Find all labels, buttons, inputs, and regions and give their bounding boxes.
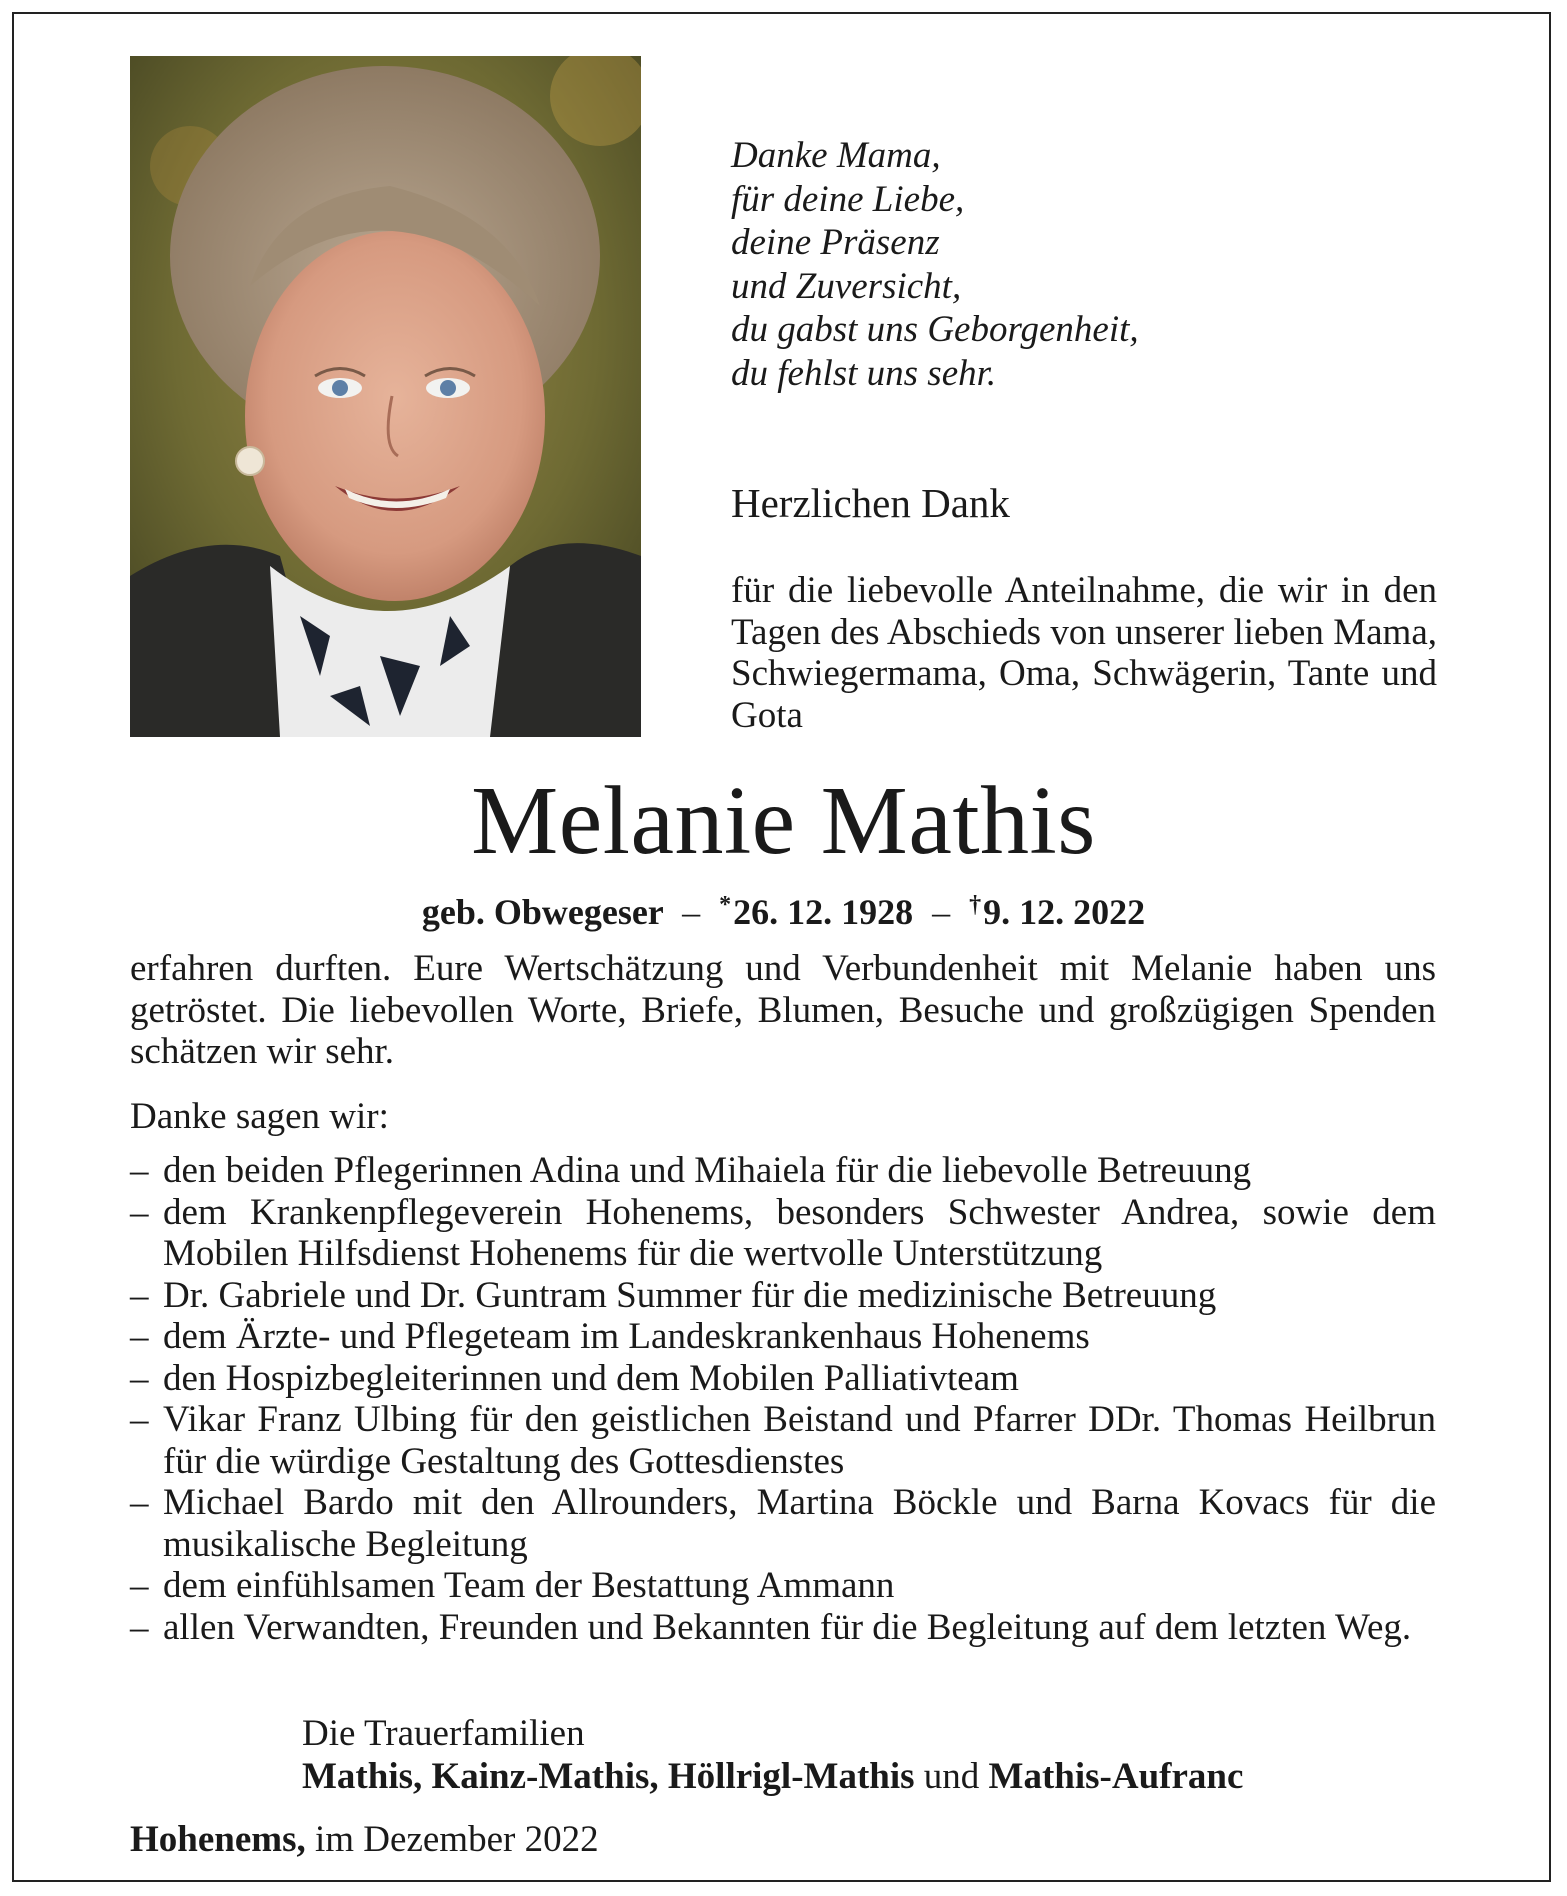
family-label: Die Trauerfamilien: [302, 1713, 585, 1754]
list-item: [130, 1316, 1436, 1358]
list-item: [130, 1358, 1436, 1400]
portrait-image: [130, 56, 641, 737]
thanks-intro: Danke sagen wir:: [130, 1096, 389, 1137]
thanks-list: [130, 1150, 1436, 1648]
poem-line: und Zuversicht,: [731, 265, 962, 307]
birth-date: 26. 12. 1928: [733, 892, 914, 932]
poem-line: Danke Mama,: [731, 135, 941, 176]
list-item-text: dem Krankenpflegeverein Hohenems, besonders Schwester Andrea, sowie dem Mobilen Hilfsdienst Hohenems für die wertvolle Unterstützung: [163, 1191, 1436, 1274]
list-dash: –: [130, 1399, 149, 1440]
life-dates: [0, 882, 1567, 935]
place-date: [130, 1818, 599, 1861]
list-dash: –: [130, 1274, 149, 1316]
list-dash: –: [130, 1357, 149, 1399]
list-item: [130, 1607, 1436, 1649]
family-names-main: Mathis, Kainz-Mathis, Höllrigl-Mathis: [302, 1756, 915, 1797]
birth-symbol: *: [719, 892, 732, 918]
list-item-text: dem Ärzte- und Pflegeteam im Landeskrankenhaus Hohenems: [163, 1316, 1090, 1357]
portrait-photo: [130, 56, 641, 737]
intro-text: für die liebevolle Anteilnahme, die wir in den Tagen des Abschieds von unserer lieben Mama, Schwiegermama, Oma, Schwägerin, Tante und Gota: [731, 570, 1437, 736]
poem: [731, 134, 1291, 395]
body-paragraph: erfahren durften. Eure Wertschätzung und Verbundenheit mit Melanie haben uns getröstet. Die liebevollen Worte, Briefe, Blumen, Besuche und großzügigen Spenden schätzen wir sehr.: [130, 948, 1436, 1072]
date-separator: –: [932, 892, 951, 932]
list-dash: –: [130, 1316, 149, 1357]
death-date: 9. 12. 2022: [983, 892, 1146, 932]
list-item: [130, 1275, 1436, 1317]
thanks-heading: Herzlichen Dank: [731, 480, 1010, 526]
place-city: Hohenems,: [130, 1819, 306, 1860]
deceased-name: Melanie Mathis: [471, 767, 1096, 875]
poem-line: du gabst uns Geborgenheit,: [731, 309, 1139, 350]
poem-line: deine Präsenz: [731, 222, 940, 263]
list-dash: –: [130, 1191, 149, 1233]
birth-name: geb. Obwegeser: [421, 892, 664, 932]
list-item: [130, 1192, 1436, 1275]
list-dash: –: [130, 1150, 149, 1191]
list-item-text: den beiden Pflegerinnen Adina und Mihaiela für die liebevolle Betreuung: [163, 1150, 1252, 1191]
list-item: [130, 1399, 1436, 1482]
family-names: [302, 1755, 1243, 1798]
death-symbol: †: [969, 892, 982, 918]
list-item: [130, 1565, 1436, 1607]
list-dash: –: [130, 1565, 149, 1606]
date-separator: –: [682, 892, 701, 932]
list-item-text: den Hospizbegleiterinnen und dem Mobilen Palliativteam: [163, 1357, 1019, 1399]
list-item: [130, 1482, 1436, 1565]
family-name-last: Mathis-Aufranc: [988, 1756, 1244, 1797]
list-item-text: dem einfühlsamen Team der Bestattung Ammann: [163, 1565, 895, 1606]
family-connector: und: [923, 1756, 980, 1797]
list-dash: –: [130, 1482, 149, 1523]
list-item-text: Vikar Franz Ulbing für den geistlichen Beistand und Pfarrer DDr. Thomas Heilbrun für die würdige Gestaltung des Gottesdienstes: [163, 1399, 1436, 1482]
list-item-text: allen Verwandten, Freunden und Bekannten für die Begleitung auf dem letzten Weg.: [163, 1606, 1412, 1648]
place-month: im Dezember 2022: [315, 1819, 599, 1860]
poem-line: du fehlst uns sehr.: [731, 352, 997, 394]
list-item-text: Dr. Gabriele und Dr. Guntram Summer für die medizinische Betreuung: [163, 1274, 1217, 1316]
list-item-text: Michael Bardo mit den Allrounders, Martina Böckle und Barna Kovacs für die musikalische Begleitung: [163, 1482, 1436, 1565]
list-dash: –: [130, 1606, 149, 1648]
list-item: [130, 1150, 1436, 1192]
poem-line: für deine Liebe,: [731, 178, 965, 220]
